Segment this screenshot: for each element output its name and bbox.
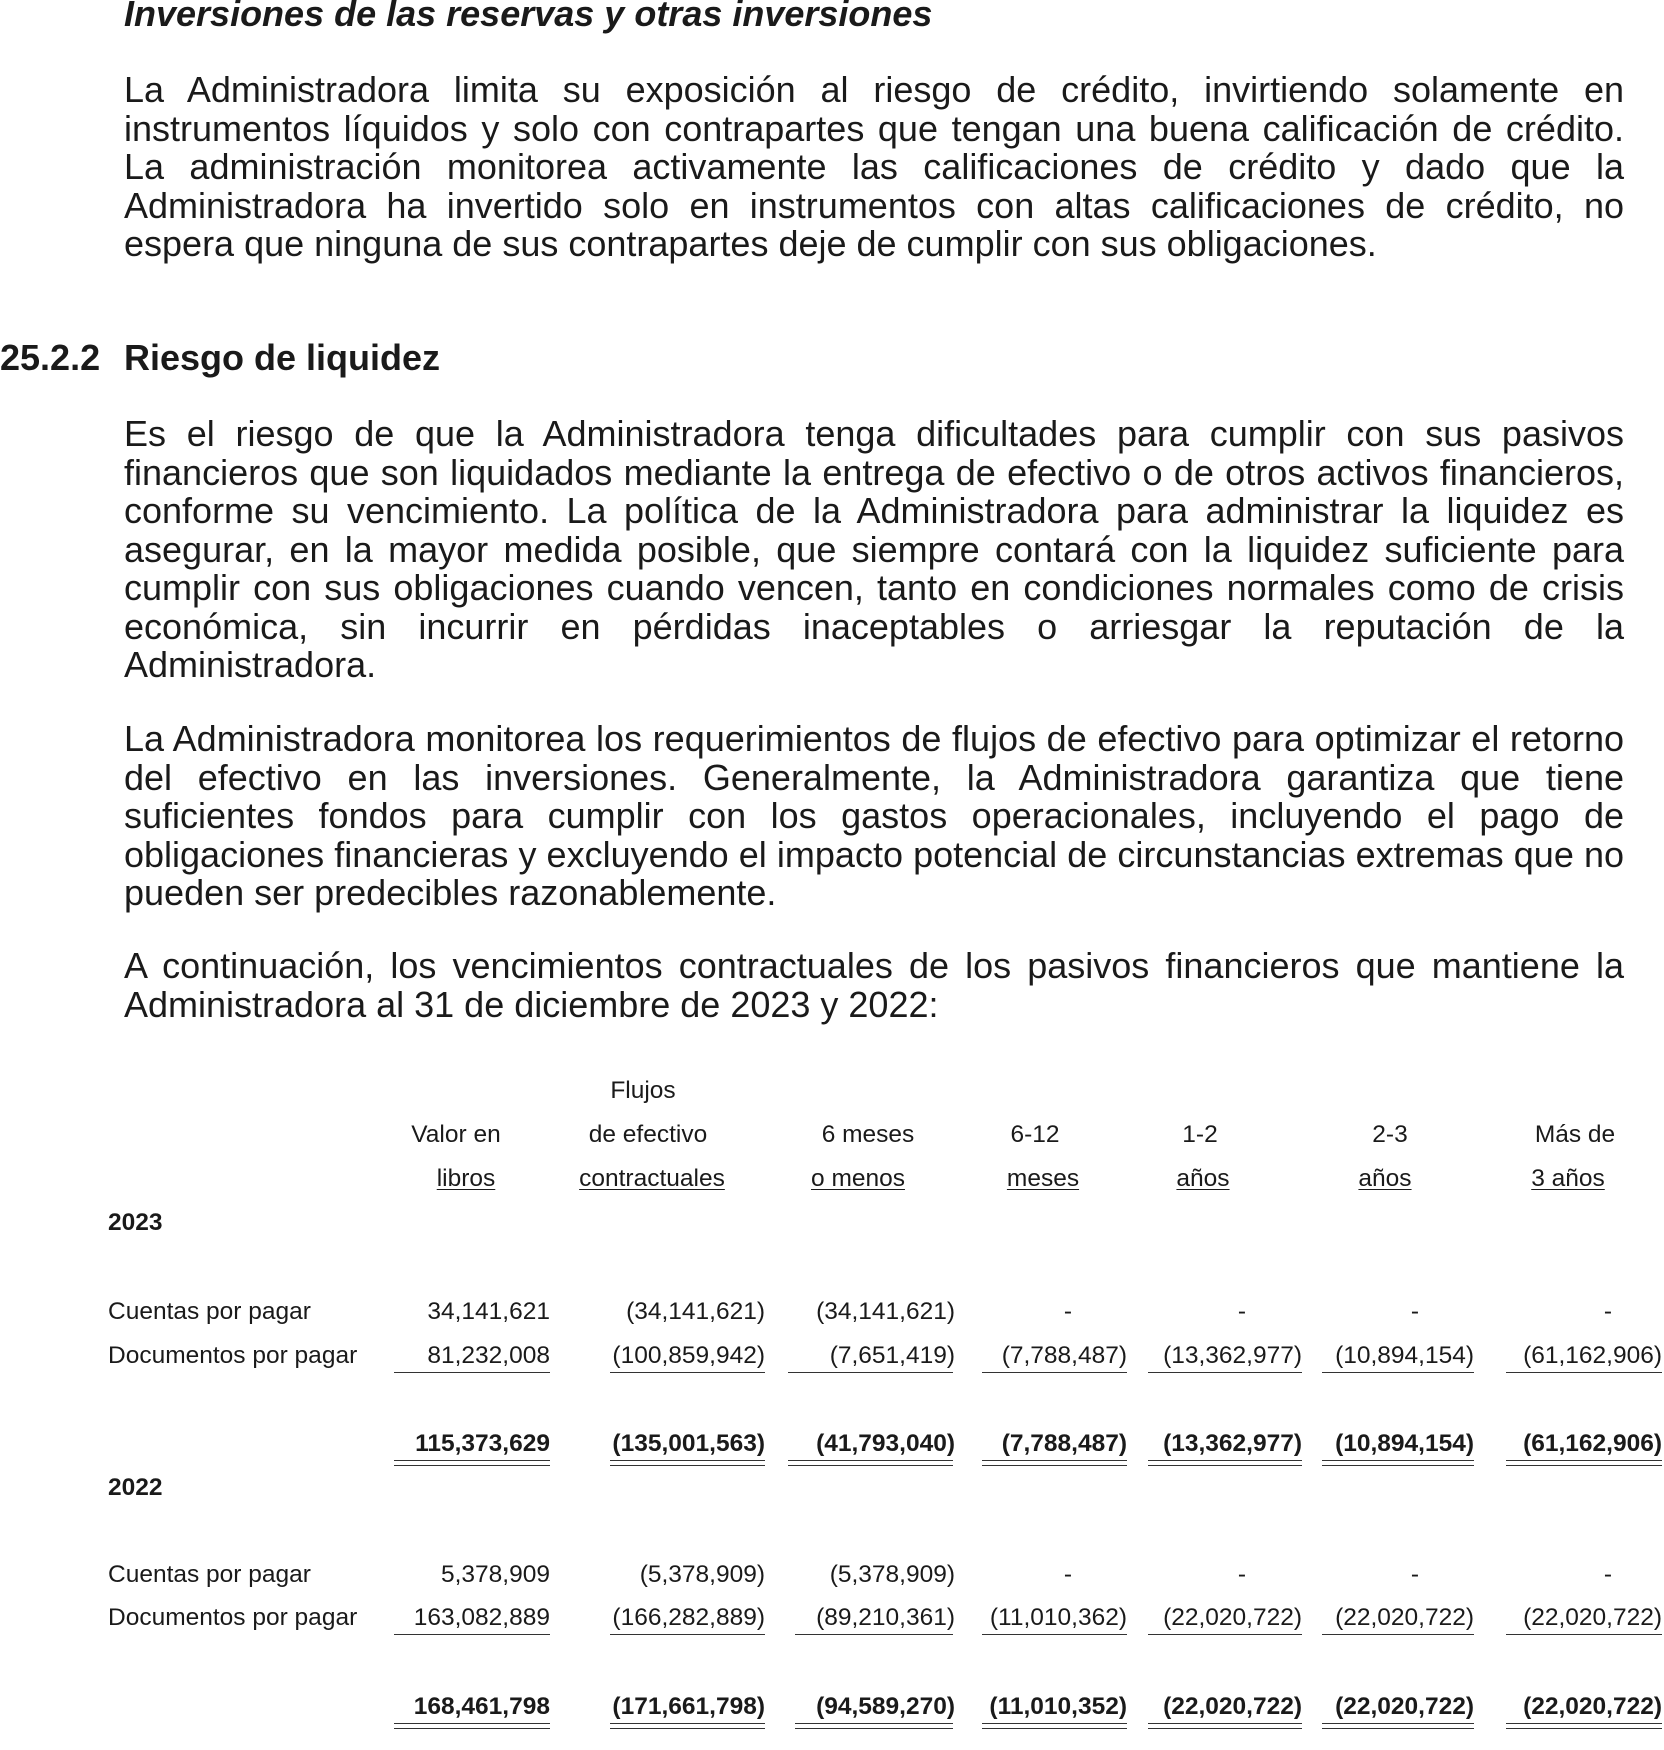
total-value: (22,020,722): [1163, 1693, 1302, 1720]
total-value: (22,020,722): [1335, 1693, 1474, 1720]
header-six-twelve-line2: [993, 1164, 1093, 1194]
year-label-2022: 2022: [108, 1474, 163, 1501]
paragraph-liquidity-monitoring: La Administradora monitorea los requerimientos de flujos de efectivo para optimizar el retorno del efectivo en las inversiones. Generalmente, la Administradora garantiza que tiene suficientes fondos para cumplir con los gastos operacionales, incluyendo el pago de obligaciones financieras y excluyendo el impacto potencial de circunstancias extremas que no pueden ser predecibles razonablemente.: [124, 718, 1624, 913]
section-heading: [0, 336, 440, 380]
subtotal-rule: [1322, 1372, 1474, 1373]
cell-value: (22,020,722): [1163, 1604, 1302, 1631]
total-rule: [1322, 1465, 1474, 1466]
header-two-three-text: años: [1358, 1165, 1412, 1192]
year-label-2023: 2023: [108, 1209, 163, 1236]
paragraph-liquidity-definition: Es el riesgo de que la Administradora tenga dificultades para cumplir con sus pasivos financieros que son liquidados mediante la entrega de efectivo o de otros activos financieros, conforme su vencimiento. La política de la Administradora para administrar la liquidez es asegurar, en la mayor medida posible, que siempre contará con la liquidez suficiente para cumplir con sus obligaciones cuando vencen, tanto en condiciones normales como de crisis económica, sin incurrir en pérdidas inaceptables o arriesgar la reputación de la Administradora.: [124, 413, 1624, 685]
header-six-months-line1: 6 meses: [821, 1121, 915, 1148]
cell-value: (13,362,977): [1163, 1342, 1302, 1369]
subtotal-rule: [795, 1634, 953, 1635]
subtotal-rule: [982, 1634, 1127, 1635]
cell-value: (7,651,419): [829, 1342, 955, 1369]
total-rule: [1506, 1728, 1662, 1729]
total-value: (13,362,977): [1163, 1430, 1302, 1457]
subtotal-rule: [1322, 1634, 1474, 1635]
total-value: (41,793,040): [816, 1430, 955, 1457]
cell-value: (34,141,621): [816, 1298, 955, 1325]
total-rule: [610, 1728, 765, 1729]
cell-value: -: [1237, 1561, 1246, 1588]
header-two-three-line2: [1335, 1164, 1435, 1194]
header-two-three-line1: 2-3: [1372, 1121, 1408, 1148]
subtotal-rule: [1506, 1634, 1662, 1635]
cell-value: (11,010,362): [989, 1604, 1127, 1631]
total-value: (22,020,722): [1523, 1693, 1662, 1720]
paragraph-credit-risk: La Administradora limita su exposición al riesgo de crédito, invirtiendo solamente en instrumentos líquidos y solo con contrapartes que tengan una buena calificación de crédito. La administración monitorea activamente las calificaciones de crédito y dado que la Administradora ha invertido solo en instrumentos con altas calificaciones de crédito, no espera que ninguna de sus contrapartes deje de cumplir con sus obligaciones.: [124, 69, 1624, 264]
total-rule: [1148, 1460, 1302, 1461]
subtotal-rule: [394, 1372, 550, 1373]
cell-value: (89,210,361): [816, 1604, 955, 1631]
header-more-three-line2: [1508, 1164, 1628, 1194]
subtotal-rule: [982, 1372, 1127, 1373]
subtotal-rule: [1148, 1634, 1302, 1635]
header-cash-flows-line0: Flujos: [610, 1077, 676, 1104]
cell-value: (22,020,722): [1523, 1604, 1662, 1631]
total-rule: [982, 1728, 1127, 1729]
header-more-three-line1: Más de: [1534, 1121, 1616, 1148]
header-six-twelve-text: meses: [1006, 1165, 1080, 1192]
cell-value: 163,082,889: [413, 1604, 550, 1631]
total-value: (135,001,563): [612, 1430, 765, 1457]
header-one-two-line2: [1153, 1164, 1253, 1194]
total-rule: [394, 1460, 550, 1461]
subtotal-rule: [788, 1372, 953, 1373]
row-label: Documentos por pagar: [108, 1342, 358, 1369]
header-one-two-text: años: [1176, 1165, 1230, 1192]
cell-value: -: [1410, 1298, 1419, 1325]
total-rule: [610, 1723, 765, 1724]
cell-value: (7,788,487): [1001, 1342, 1127, 1369]
header-cash-flows-line1: de efectivo: [588, 1121, 708, 1148]
total-rule: [1322, 1723, 1474, 1724]
cell-value: (61,162,906): [1523, 1342, 1662, 1369]
cell-value: -: [1237, 1298, 1246, 1325]
cell-value: -: [1063, 1298, 1072, 1325]
total-rule: [1148, 1465, 1302, 1466]
row-label: Cuentas por pagar: [108, 1298, 311, 1325]
header-one-two-line1: 1-2: [1182, 1121, 1218, 1148]
total-rule: [1506, 1465, 1662, 1466]
header-more-three-text: 3 años: [1531, 1165, 1605, 1192]
cell-value: (22,020,722): [1335, 1604, 1474, 1631]
subtotal-rule: [610, 1634, 765, 1635]
cell-value: -: [1603, 1561, 1612, 1588]
total-value: 115,373,629: [415, 1430, 550, 1457]
header-book-value-line2: [396, 1164, 536, 1194]
total-rule: [788, 1460, 953, 1461]
section-number: 25.2.2: [0, 337, 101, 378]
header-book-value-line1: Valor en: [411, 1121, 501, 1148]
cell-value: 5,378,909: [441, 1561, 550, 1588]
paragraph-maturities-intro: A continuación, los vencimientos contractuales de los pasivos financieros que mantiene la Administradora al 31 de diciembre de 2023 y 2022:: [124, 945, 1624, 1025]
total-value: (171,661,798): [612, 1693, 765, 1720]
total-rule: [1322, 1460, 1474, 1461]
header-six-twelve-line1: 6-12: [1010, 1121, 1060, 1148]
header-six-months-line2: [788, 1164, 928, 1194]
total-rule: [982, 1460, 1127, 1461]
total-rule: [1506, 1460, 1662, 1461]
total-rule: [795, 1728, 953, 1729]
total-rule: [394, 1728, 550, 1729]
subtotal-rule: [610, 1372, 765, 1373]
cell-value: (5,378,909): [829, 1561, 955, 1588]
cell-value: (166,282,889): [612, 1604, 765, 1631]
total-value: (61,162,906): [1523, 1430, 1662, 1457]
cell-value: (10,894,154): [1335, 1342, 1474, 1369]
total-rule: [795, 1723, 953, 1724]
total-rule: [1506, 1723, 1662, 1724]
cell-value: 81,232,008: [427, 1342, 550, 1369]
total-value: (7,788,487): [1001, 1430, 1127, 1457]
subtotal-rule: [394, 1634, 550, 1635]
total-rule: [1322, 1728, 1474, 1729]
cell-value: (34,141,621): [626, 1298, 765, 1325]
total-rule: [610, 1465, 765, 1466]
header-book-value-text: libros: [436, 1165, 496, 1192]
subheading-reserves-investments: Inversiones de las reservas y otras inversiones: [124, 0, 933, 34]
total-rule: [788, 1465, 953, 1466]
total-rule: [1148, 1728, 1302, 1729]
total-rule: [1148, 1723, 1302, 1724]
total-rule: [982, 1465, 1127, 1466]
total-value: (94,589,270): [816, 1693, 955, 1720]
cell-value: (100,859,942): [612, 1342, 765, 1369]
total-rule: [394, 1723, 550, 1724]
cell-value: -: [1410, 1561, 1419, 1588]
total-value: (11,010,352): [989, 1693, 1127, 1720]
total-rule: [982, 1723, 1127, 1724]
cell-value: 34,141,621: [427, 1298, 550, 1325]
total-value: 168,461,798: [413, 1693, 550, 1720]
cell-value: (5,378,909): [639, 1561, 765, 1588]
cell-value: -: [1603, 1298, 1612, 1325]
subtotal-rule: [1506, 1372, 1662, 1373]
total-value: (10,894,154): [1335, 1430, 1474, 1457]
total-rule: [610, 1460, 765, 1461]
cell-value: -: [1063, 1561, 1072, 1588]
header-six-months-text: o menos: [811, 1165, 905, 1192]
subtotal-rule: [1148, 1372, 1302, 1373]
row-label: Cuentas por pagar: [108, 1561, 311, 1588]
section-title: Riesgo de liquidez: [124, 337, 441, 378]
row-label: Documentos por pagar: [108, 1604, 358, 1631]
total-rule: [394, 1465, 550, 1466]
header-cash-flows-line2: [552, 1164, 752, 1194]
header-cash-flows-text: contractuales: [579, 1165, 725, 1192]
